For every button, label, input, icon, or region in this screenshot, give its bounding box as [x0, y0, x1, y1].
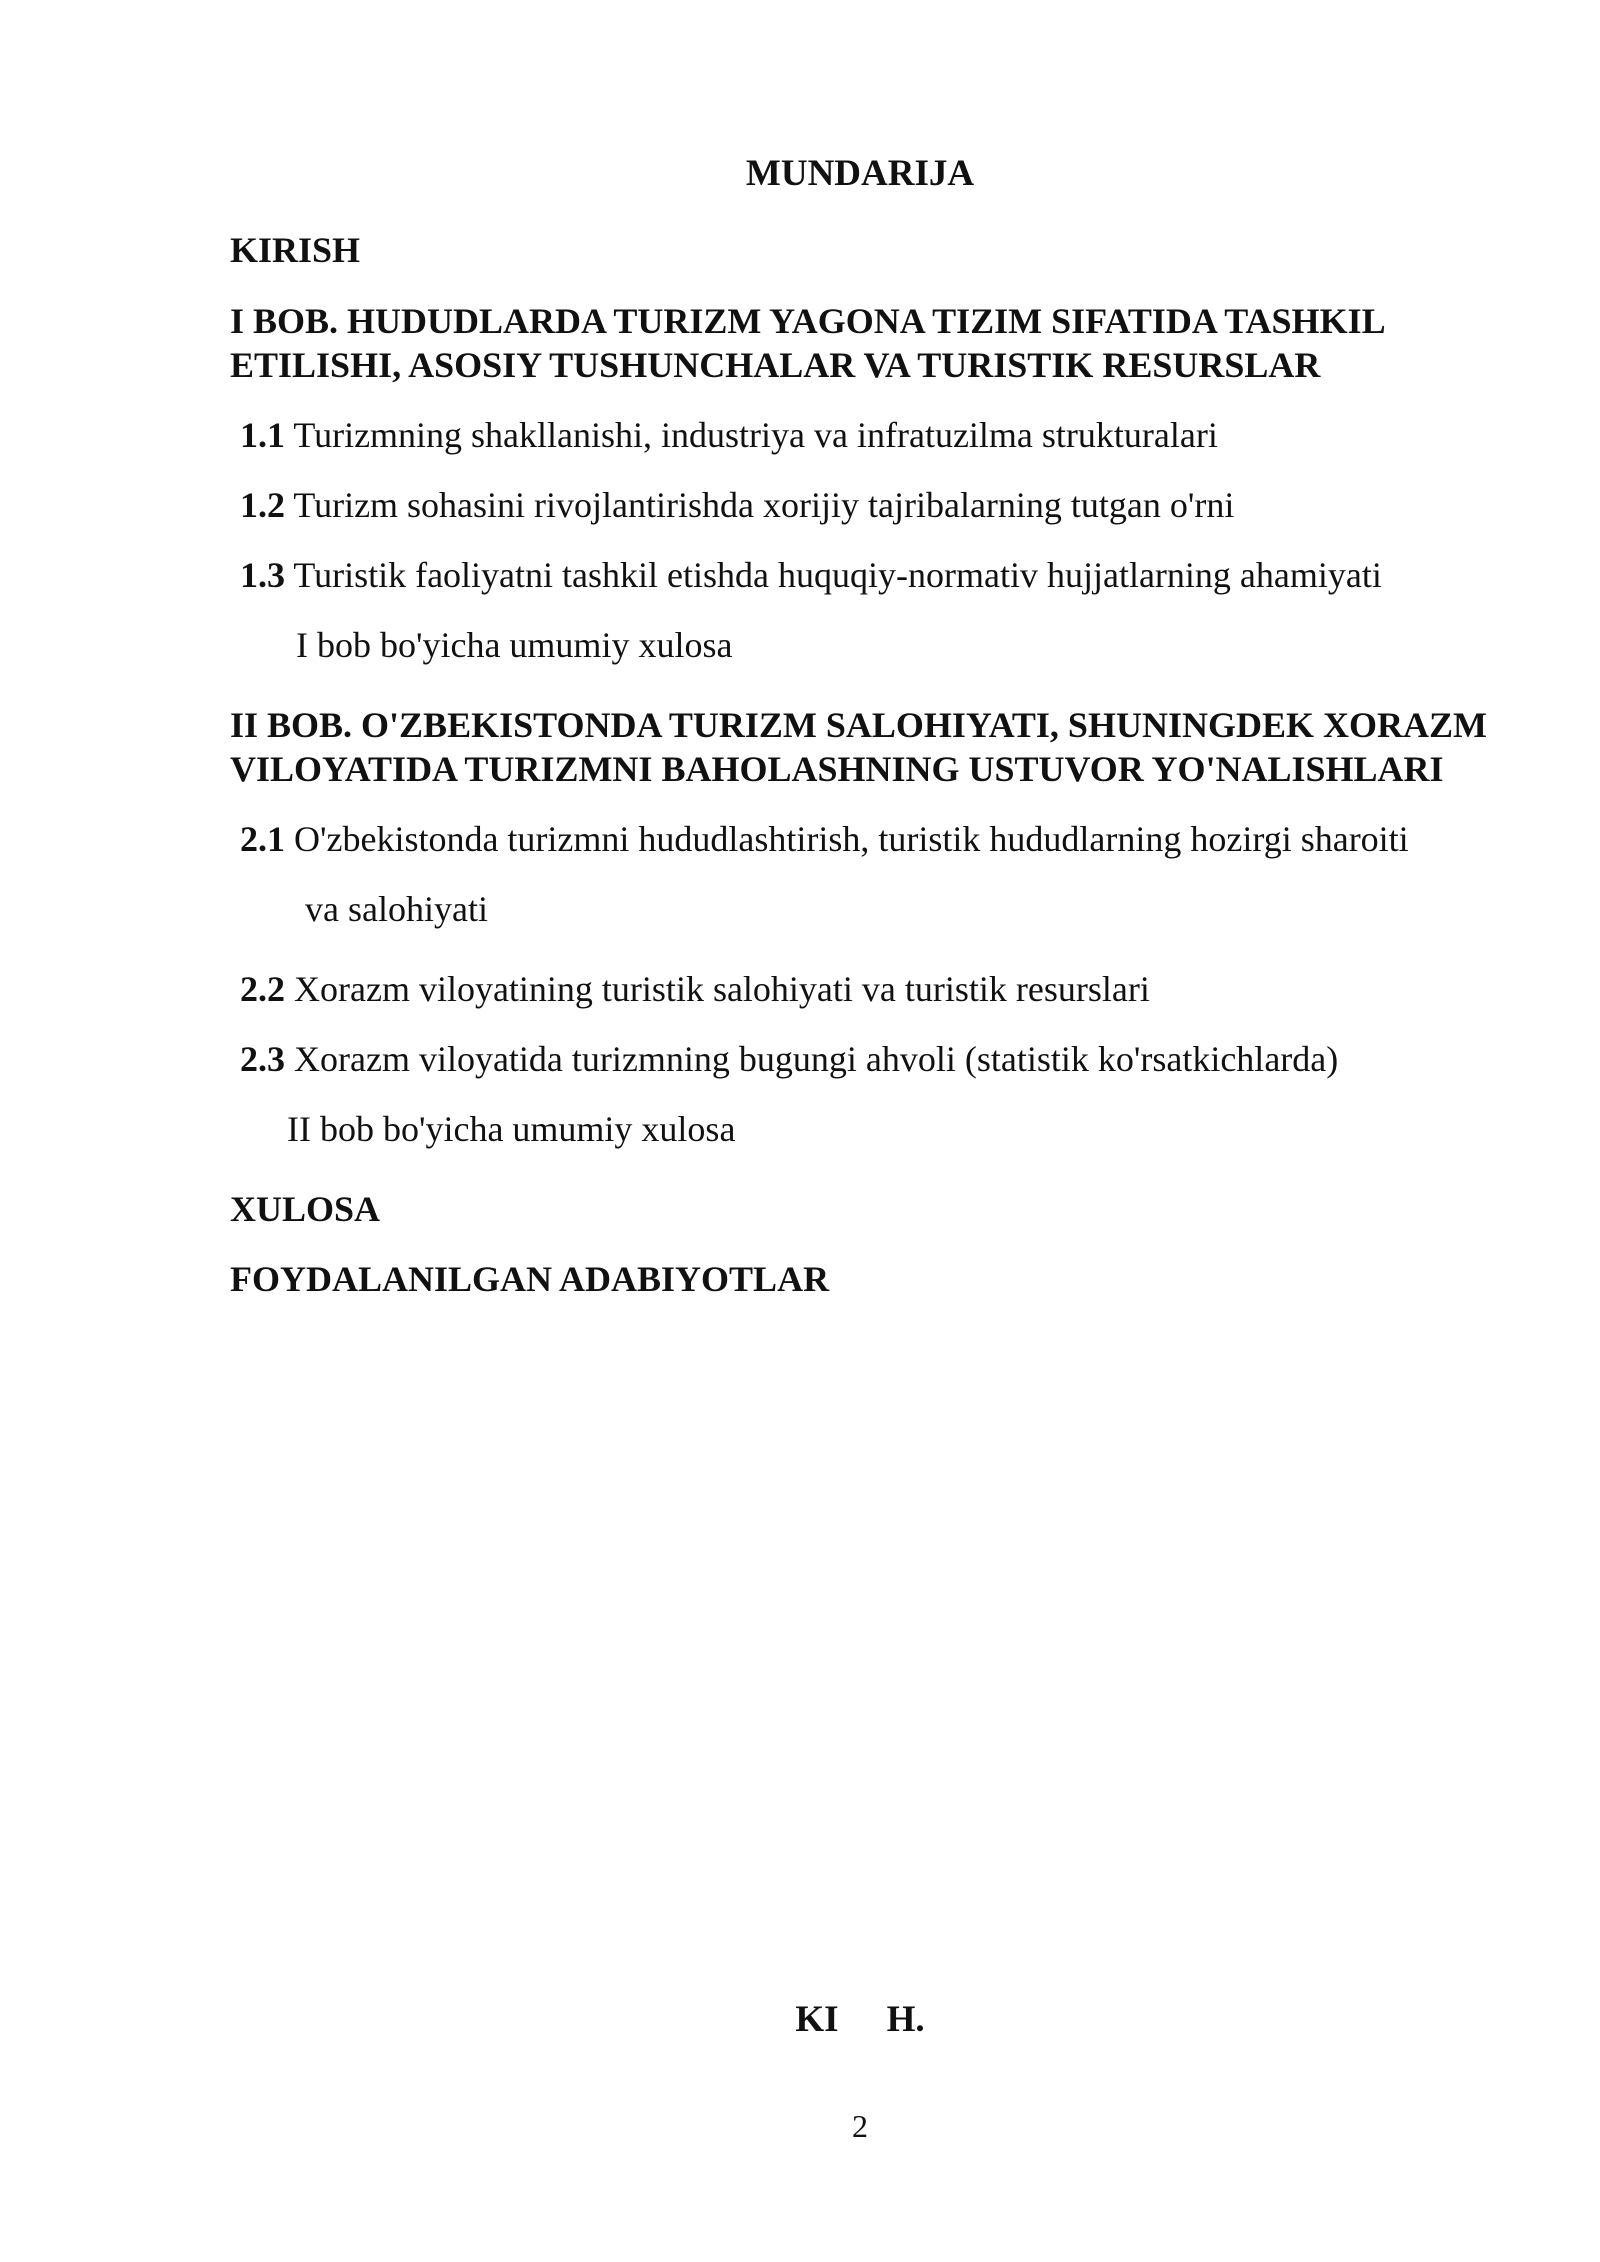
partially-hidden-heading [0, 1998, 1600, 2042]
toc-heading-kirish: KIRISH [230, 230, 361, 270]
toc-item-number: 2.1 [240, 819, 285, 859]
toc-item-2-3 [230, 1037, 1490, 1081]
toc-item-text: Xorazm viloyatida turizmning bugungi ahvoli (statistik ko'rsatkichlarda) [285, 1039, 1339, 1079]
toc-item-text: Turizm sohasini rivojlantirishda xorijiy tajribalarning tutgan o'rni [285, 485, 1235, 525]
toc-item-number: 1.3 [240, 555, 285, 595]
toc-item-number: 1.1 [240, 415, 285, 455]
toc-summary-chapter-2: II bob bo'yicha umumiy xulosa [287, 1109, 736, 1149]
page-title: MUNDARIJA [745, 153, 975, 194]
toc-heading-adabiyotlar: FOYDALANILGAN ADABIYOTLAR [230, 1259, 830, 1299]
toc-heading-xulosa: XULOSA [230, 1189, 381, 1229]
partial-heading-right: H. [886, 1999, 925, 2040]
toc-item-2-1 [230, 817, 1490, 861]
toc-item-number: 1.2 [240, 485, 285, 525]
toc-item-text: Xorazm viloyatining turistik salohiyati va turistik resurslari [285, 969, 1150, 1009]
toc-heading-chapter-1: I BOB. HUDUDLARDA TURIZM YAGONA TIZIM SIFATIDA TASHKIL ETILISHI, ASOSIY TUSHUNCHALAR VA TURISTIK RESURSLAR [230, 301, 1384, 385]
toc-heading-chapter-2: II BOB. O'ZBEKISTONDA TURIZM SALOHIYATI, SHUNINGDEK XORAZM VILOYATIDA TURIZMNI BAHOLASHNING USTUVOR YO'NALISHLARI [230, 705, 1487, 789]
toc-summary-chapter-1: I bob bo'yicha umumiy xulosa [296, 625, 733, 665]
table-of-contents [230, 228, 1490, 1301]
page-number: 2 [852, 2108, 868, 2144]
toc-item-1-2 [230, 483, 1490, 527]
toc-item-text: Turizmning shakllanishi, industriya va infratuzilma strukturalari [285, 415, 1218, 455]
toc-item-2-1-continuation: va salohiyati [305, 889, 488, 929]
toc-item-2-2 [230, 967, 1490, 1011]
toc-item-1-1 [230, 413, 1490, 457]
partial-heading-left: KI [795, 1999, 839, 2040]
toc-item-number: 2.3 [240, 1039, 285, 1079]
toc-item-text: O'zbekistonda turizmni hududlashtirish, turistik hududlarning hozirgi sharoiti [285, 819, 1409, 859]
toc-item-number: 2.2 [240, 969, 285, 1009]
toc-item-text: Turistik faoliyatni tashkil etishda huquqiy-normativ hujjatlarning ahamiyati [285, 555, 1382, 595]
toc-item-1-3 [230, 553, 1490, 597]
